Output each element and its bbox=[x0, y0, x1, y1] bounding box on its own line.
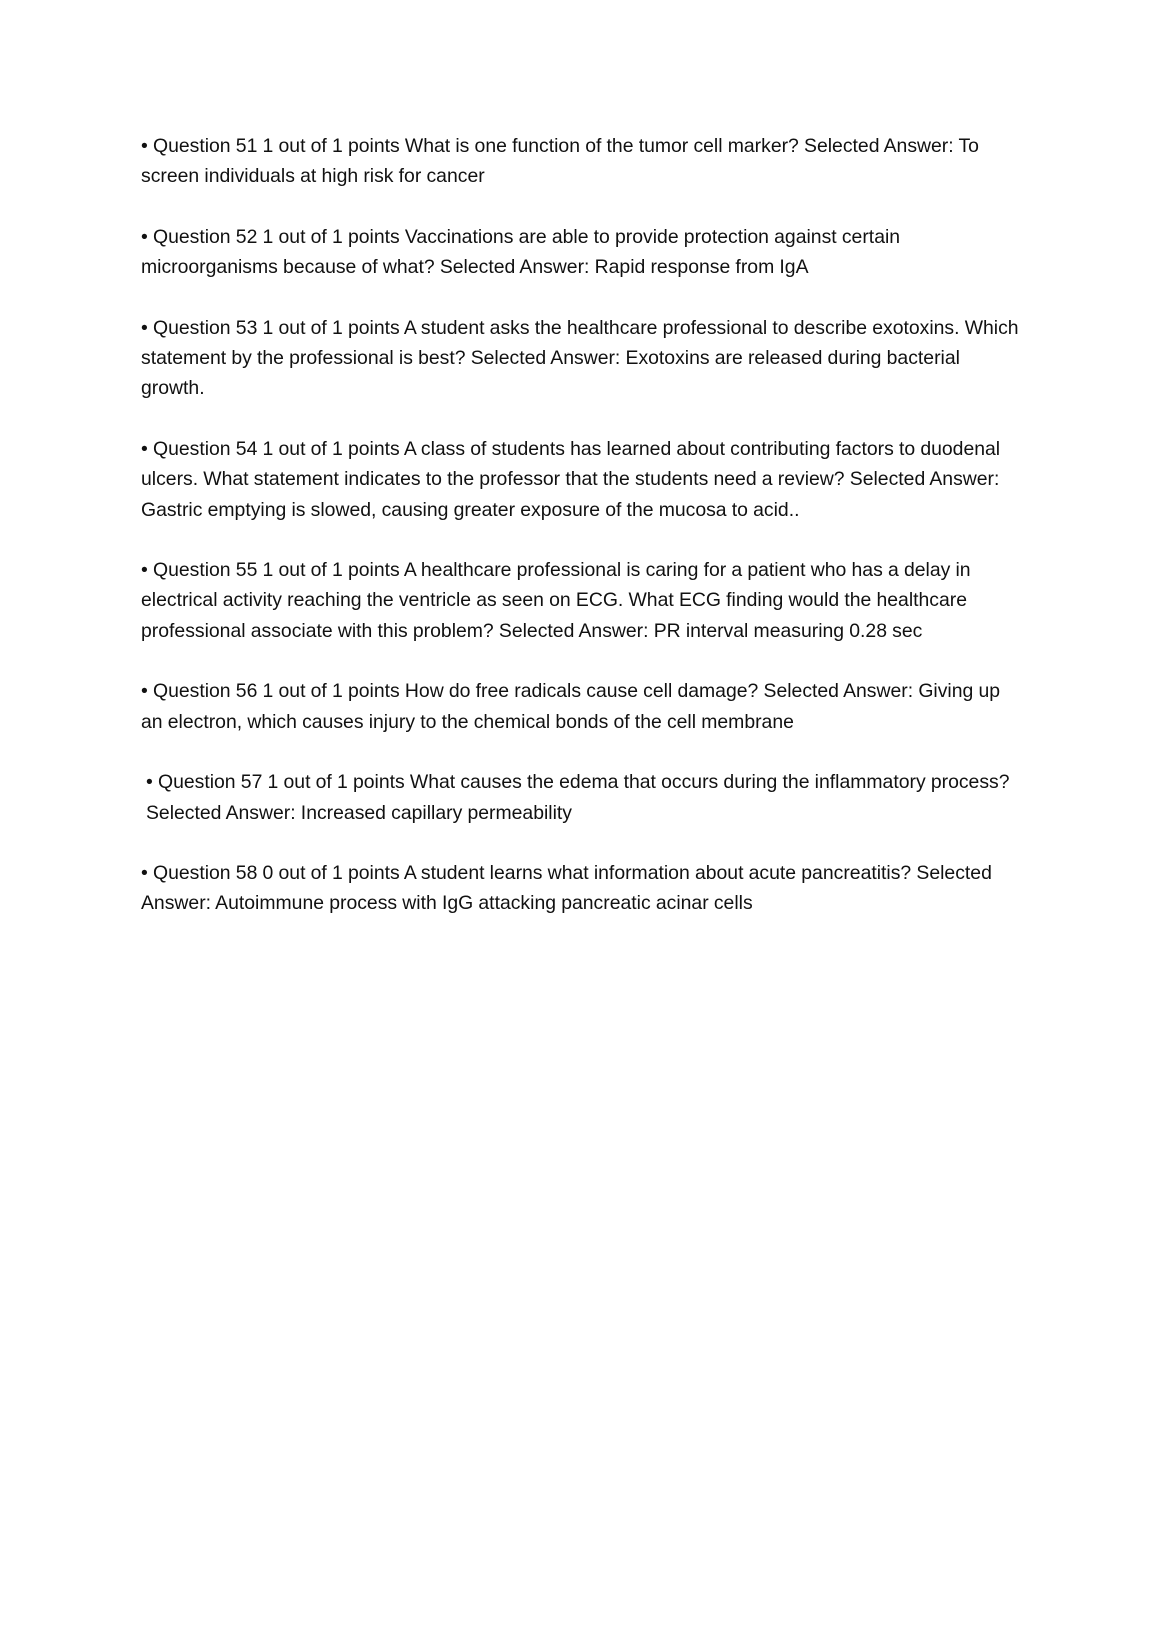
question-text: Question 57 1 out of 1 points What causes the edema that occurs during the inflammatory process? Selected Answer: Increased capillary permeability bbox=[146, 771, 1010, 824]
bullet: • bbox=[141, 316, 148, 339]
question-58 bbox=[141, 858, 1021, 919]
question-text: Question 51 1 out of 1 points What is one function of the tumor cell marker? Selected Answer: To screen individuals at high risk for cancer bbox=[141, 135, 979, 188]
question-57 bbox=[141, 767, 1021, 828]
question-53 bbox=[141, 313, 1021, 404]
question-text: Question 53 1 out of 1 points A student asks the healthcare professional to describe exotoxins. Which statement by the professional is best? Selected Answer: Exotoxins are released during bacterial growth. bbox=[141, 316, 1019, 400]
bullet: • bbox=[141, 135, 148, 157]
question-54 bbox=[141, 434, 1021, 525]
question-51 bbox=[141, 131, 1021, 192]
bullet: • bbox=[141, 559, 148, 582]
bullet: • bbox=[141, 680, 148, 703]
bullet: • bbox=[141, 437, 148, 460]
bullet: • bbox=[146, 771, 153, 794]
question-56 bbox=[141, 676, 1021, 737]
question-text: Question 54 1 out of 1 points A class of students has learned about contributing factors to duodenal ulcers. What statement indicates to the professor that the students need a review? Selected Answer: Gastric emptying is slowed, causing greater exposure of the mucosa to acid.. bbox=[141, 437, 1001, 521]
question-55 bbox=[141, 555, 1021, 646]
question-text: Question 56 1 out of 1 points How do free radicals cause cell damage? Selected Answer: Giving up an electron, which causes injury to the chemical bonds of the cell membrane bbox=[141, 680, 1001, 733]
question-52 bbox=[141, 222, 1021, 283]
bullet: • bbox=[141, 225, 148, 248]
question-text: Question 58 0 out of 1 points A student learns what information about acute pancreatitis? Selected Answer: Autoimmune process with IgG attacking pancreatic acinar cells bbox=[141, 862, 992, 915]
question-list bbox=[141, 131, 1021, 949]
question-text: Question 52 1 out of 1 points Vaccinations are able to provide protection against certain microorganisms because of what? Selected Answer: Rapid response from IgA bbox=[141, 225, 901, 279]
question-text: Question 55 1 out of 1 points A healthcare professional is caring for a patient who has a delay in electrical activity reaching the ventricle as seen on ECG. What ECG finding would the healthcare professional associate with this problem? Selected Answer: PR interval measuring 0.28 sec bbox=[141, 559, 971, 642]
bullet: • bbox=[141, 862, 148, 885]
